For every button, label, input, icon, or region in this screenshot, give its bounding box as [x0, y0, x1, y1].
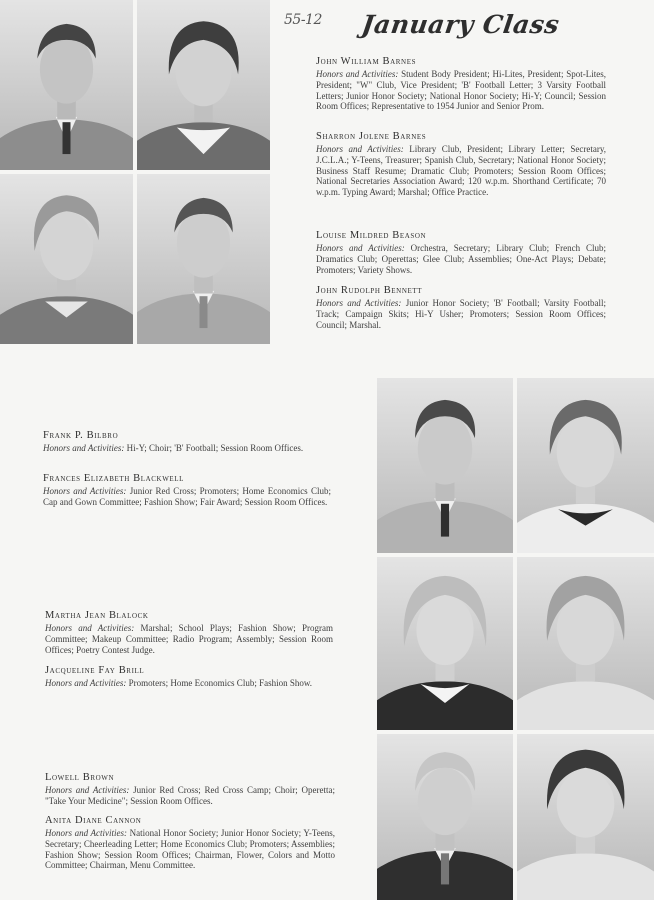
portrait-photo [137, 0, 270, 170]
portrait-photo [377, 734, 513, 900]
activities-text: Junior Honor Society; 'B' Football; Varsity Football; Track; Campaign Skits; Hi-Y Usher; Promoters; Session Room Offices; Council; Marshal. [316, 298, 607, 330]
activities-label: Honors and Activities: [45, 623, 135, 633]
student-activities [316, 243, 606, 275]
activities-text: Hi-Y; Choir; 'B' Football; Session Room Offices. [126, 443, 304, 453]
student-name: Jacqueline Fay Brill [45, 665, 145, 676]
student-name: Lowell Brown [45, 772, 115, 783]
activities-label: Honors and Activities: [43, 443, 125, 453]
portrait-photo [137, 174, 270, 344]
student-entry [43, 430, 331, 454]
activities-text: National Honor Society; Junior Honor Society; Y-Teens, Secretary; Cheerleading Letter; Home Economics Club; Promoters; Assemblies; Fashion Show; Session Room Offices; Chairman, Flower, Colors and Motto Committee; Chairman, Menu Committee. [45, 828, 335, 871]
student-entry [45, 610, 333, 655]
activities-text: Student Body President; Hi-Lites, President; Spot-Lites, President; "W" Club, Vice President; 'B' Football Letter; 3 Varsity Football Letters; Junior Honor Society; National Honor Society; Hi-Y; Council; Session Room Offices; Representative to 1954 Junior and Senior Prom. [316, 69, 606, 112]
student-activities [45, 678, 333, 689]
activities-text: Junior Red Cross; Promoters; Home Economics Club; Cap and Gown Committee; Fashion Show; Fair Award; Session Room Offices. [43, 486, 331, 507]
portrait-photo [517, 378, 654, 553]
activities-label: Honors and Activities: [316, 69, 399, 79]
activities-label: Honors and Activities: [316, 243, 405, 253]
portrait-photo [377, 557, 513, 730]
activities-text: Promoters; Home Economics Club; Fashion Show. [128, 678, 312, 688]
page-title: January Class [359, 10, 562, 39]
portrait-photo [0, 0, 133, 170]
student-name: John Rudolph Bennett [316, 285, 423, 296]
student-activities [45, 828, 335, 871]
activities-label: Honors and Activities: [316, 298, 402, 308]
activities-label: Honors and Activities: [45, 678, 127, 688]
activities-label: Honors and Activities: [43, 486, 127, 496]
student-entry [45, 815, 335, 871]
activities-text: Orchestra, Secretary; Library Club; French Club; Dramatics Club; Operettas; Glee Club; Assemblies; One-Act Plays; Debate; Promoters; Variety Shows. [316, 243, 607, 275]
student-activities [316, 144, 606, 198]
student-entry [45, 772, 335, 807]
student-entry [316, 56, 606, 112]
student-entry [43, 473, 331, 508]
student-name: John William Barnes [316, 56, 417, 67]
student-activities [316, 69, 606, 112]
activities-label: Honors and Activities: [45, 828, 128, 838]
student-name: Frank P. Bilbro [43, 430, 119, 441]
student-name: Sharron Jolene Barnes [316, 131, 427, 142]
portrait-photo [517, 557, 654, 730]
student-name: Anita Diane Cannon [45, 815, 142, 826]
student-entry [316, 131, 606, 198]
activities-text: Marshal; School Plays; Fashion Show; Program Committee; Makeup Committee; Radio Program; Assembly; Session Room Offices; Poetry Contest Judge. [45, 623, 334, 655]
student-entry [316, 285, 606, 330]
student-name: Frances Elizabeth Blackwell [43, 473, 185, 484]
student-entry [316, 230, 606, 275]
activities-text: Junior Red Cross; Red Cross Camp; Choir; Operetta; "Take Your Medicine"; Session Room Offices. [45, 785, 336, 806]
student-activities [316, 298, 606, 330]
student-activities [45, 785, 335, 807]
student-name: Louise Mildred Beason [316, 230, 427, 241]
student-activities [43, 486, 331, 508]
activities-label: Honors and Activities: [316, 144, 404, 154]
handwritten-note: 55-12 [284, 12, 322, 28]
activities-label: Honors and Activities: [45, 785, 130, 795]
portrait-photo [517, 734, 654, 900]
student-entry [45, 665, 333, 689]
student-activities [45, 623, 333, 655]
portrait-photo [0, 174, 133, 344]
portrait-photo [377, 378, 513, 553]
activities-text: Library Club, President; Library Letter; Secretary, J.C.L.A.; Y-Teens, Treasurer; Spanish Club, Secretary; National Honor Society; Business Staff Resume; Dramatic Club; Promoters; Session Room Offices; National Secretaries Association Award; 120 w.p.m. Shorthand Certificate; 70 w.p.m. Typing Award; Marshal; Office Practice. [316, 144, 607, 198]
student-name: Martha Jean Blalock [45, 610, 149, 621]
student-activities [43, 443, 331, 454]
